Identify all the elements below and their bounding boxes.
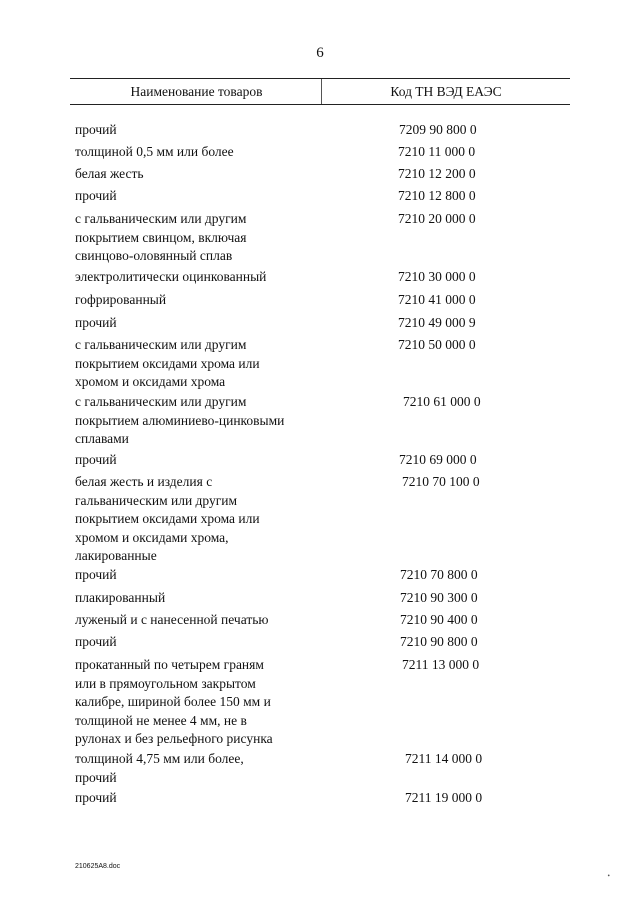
document-footer: 210625A8.doc bbox=[75, 863, 121, 870]
tn-ved-code: 7210 70 100 0 bbox=[402, 474, 480, 489]
goods-name: толщиной 4,75 мм или более, прочий bbox=[75, 751, 244, 785]
table-header-name: Наименование товаров bbox=[130, 84, 263, 99]
table-header-code: Код ТН ВЭД ЕАЭС bbox=[390, 84, 502, 99]
tn-ved-code: 7210 41 000 0 bbox=[398, 292, 476, 307]
corner-mark: • bbox=[607, 872, 610, 880]
tn-ved-code: 7211 14 000 0 bbox=[405, 751, 483, 766]
tn-ved-code: 7210 90 400 0 bbox=[400, 612, 478, 627]
goods-name: плакированный bbox=[75, 590, 166, 605]
goods-name: толщиной 0,5 мм или более bbox=[75, 144, 234, 159]
tn-ved-code: 7210 61 000 0 bbox=[403, 394, 481, 409]
goods-name: с гальваническим или другим покрытием алюминиево-цинковыми сплавами bbox=[75, 394, 285, 446]
goods-name: с гальваническим или другим покрытием свинцом, включая свинцово-оловянный сплав bbox=[75, 211, 247, 263]
goods-name: прочий bbox=[75, 567, 117, 582]
tn-ved-code: 7210 69 000 0 bbox=[399, 452, 477, 467]
goods-name: белая жесть bbox=[75, 166, 144, 181]
tn-ved-code: 7210 70 800 0 bbox=[400, 567, 478, 582]
goods-name: с гальваническим или другим покрытием оксидами хрома или хромом и оксидами хрома bbox=[75, 337, 260, 389]
goods-name: белая жесть и изделия с гальваническим или другим покрытием оксидами хрома или хромом и оксидами хрома, лакированные bbox=[75, 474, 260, 563]
tn-ved-code: 7211 13 000 0 bbox=[402, 657, 480, 672]
tn-ved-code: 7210 12 800 0 bbox=[398, 188, 476, 203]
goods-name: луженый и с нанесенной печатью bbox=[75, 612, 269, 627]
tn-ved-code: 7210 20 000 0 bbox=[398, 211, 476, 226]
tn-ved-code: 7209 90 800 0 bbox=[399, 122, 477, 137]
page-number: 6 bbox=[316, 45, 324, 61]
tn-ved-code: 7210 11 000 0 bbox=[398, 144, 476, 159]
goods-name: прочий bbox=[75, 315, 117, 330]
goods-name: прочий bbox=[75, 452, 117, 467]
tn-ved-code: 7210 30 000 0 bbox=[398, 269, 476, 284]
tn-ved-code: 7210 49 000 9 bbox=[398, 315, 476, 330]
goods-name: электролитически оцинкованный bbox=[75, 269, 267, 284]
tn-ved-code: 7211 19 000 0 bbox=[405, 790, 483, 805]
tn-ved-code: 7210 50 000 0 bbox=[398, 337, 476, 352]
goods-name: прокатанный по четырем граням или в прямоугольном закрытом калибре, шириной более 150 мм и толщиной не менее 4 мм, не в рулонах и без рельефного рисунка bbox=[75, 657, 273, 746]
tn-ved-code: 7210 90 800 0 bbox=[400, 634, 478, 649]
goods-name: прочий bbox=[75, 634, 117, 649]
goods-name: гофрированный bbox=[75, 292, 167, 307]
goods-name: прочий bbox=[75, 790, 117, 805]
goods-name: прочий bbox=[75, 188, 117, 203]
tn-ved-code: 7210 12 200 0 bbox=[398, 166, 476, 181]
tn-ved-code: 7210 90 300 0 bbox=[400, 590, 478, 605]
goods-name: прочий bbox=[75, 122, 117, 137]
